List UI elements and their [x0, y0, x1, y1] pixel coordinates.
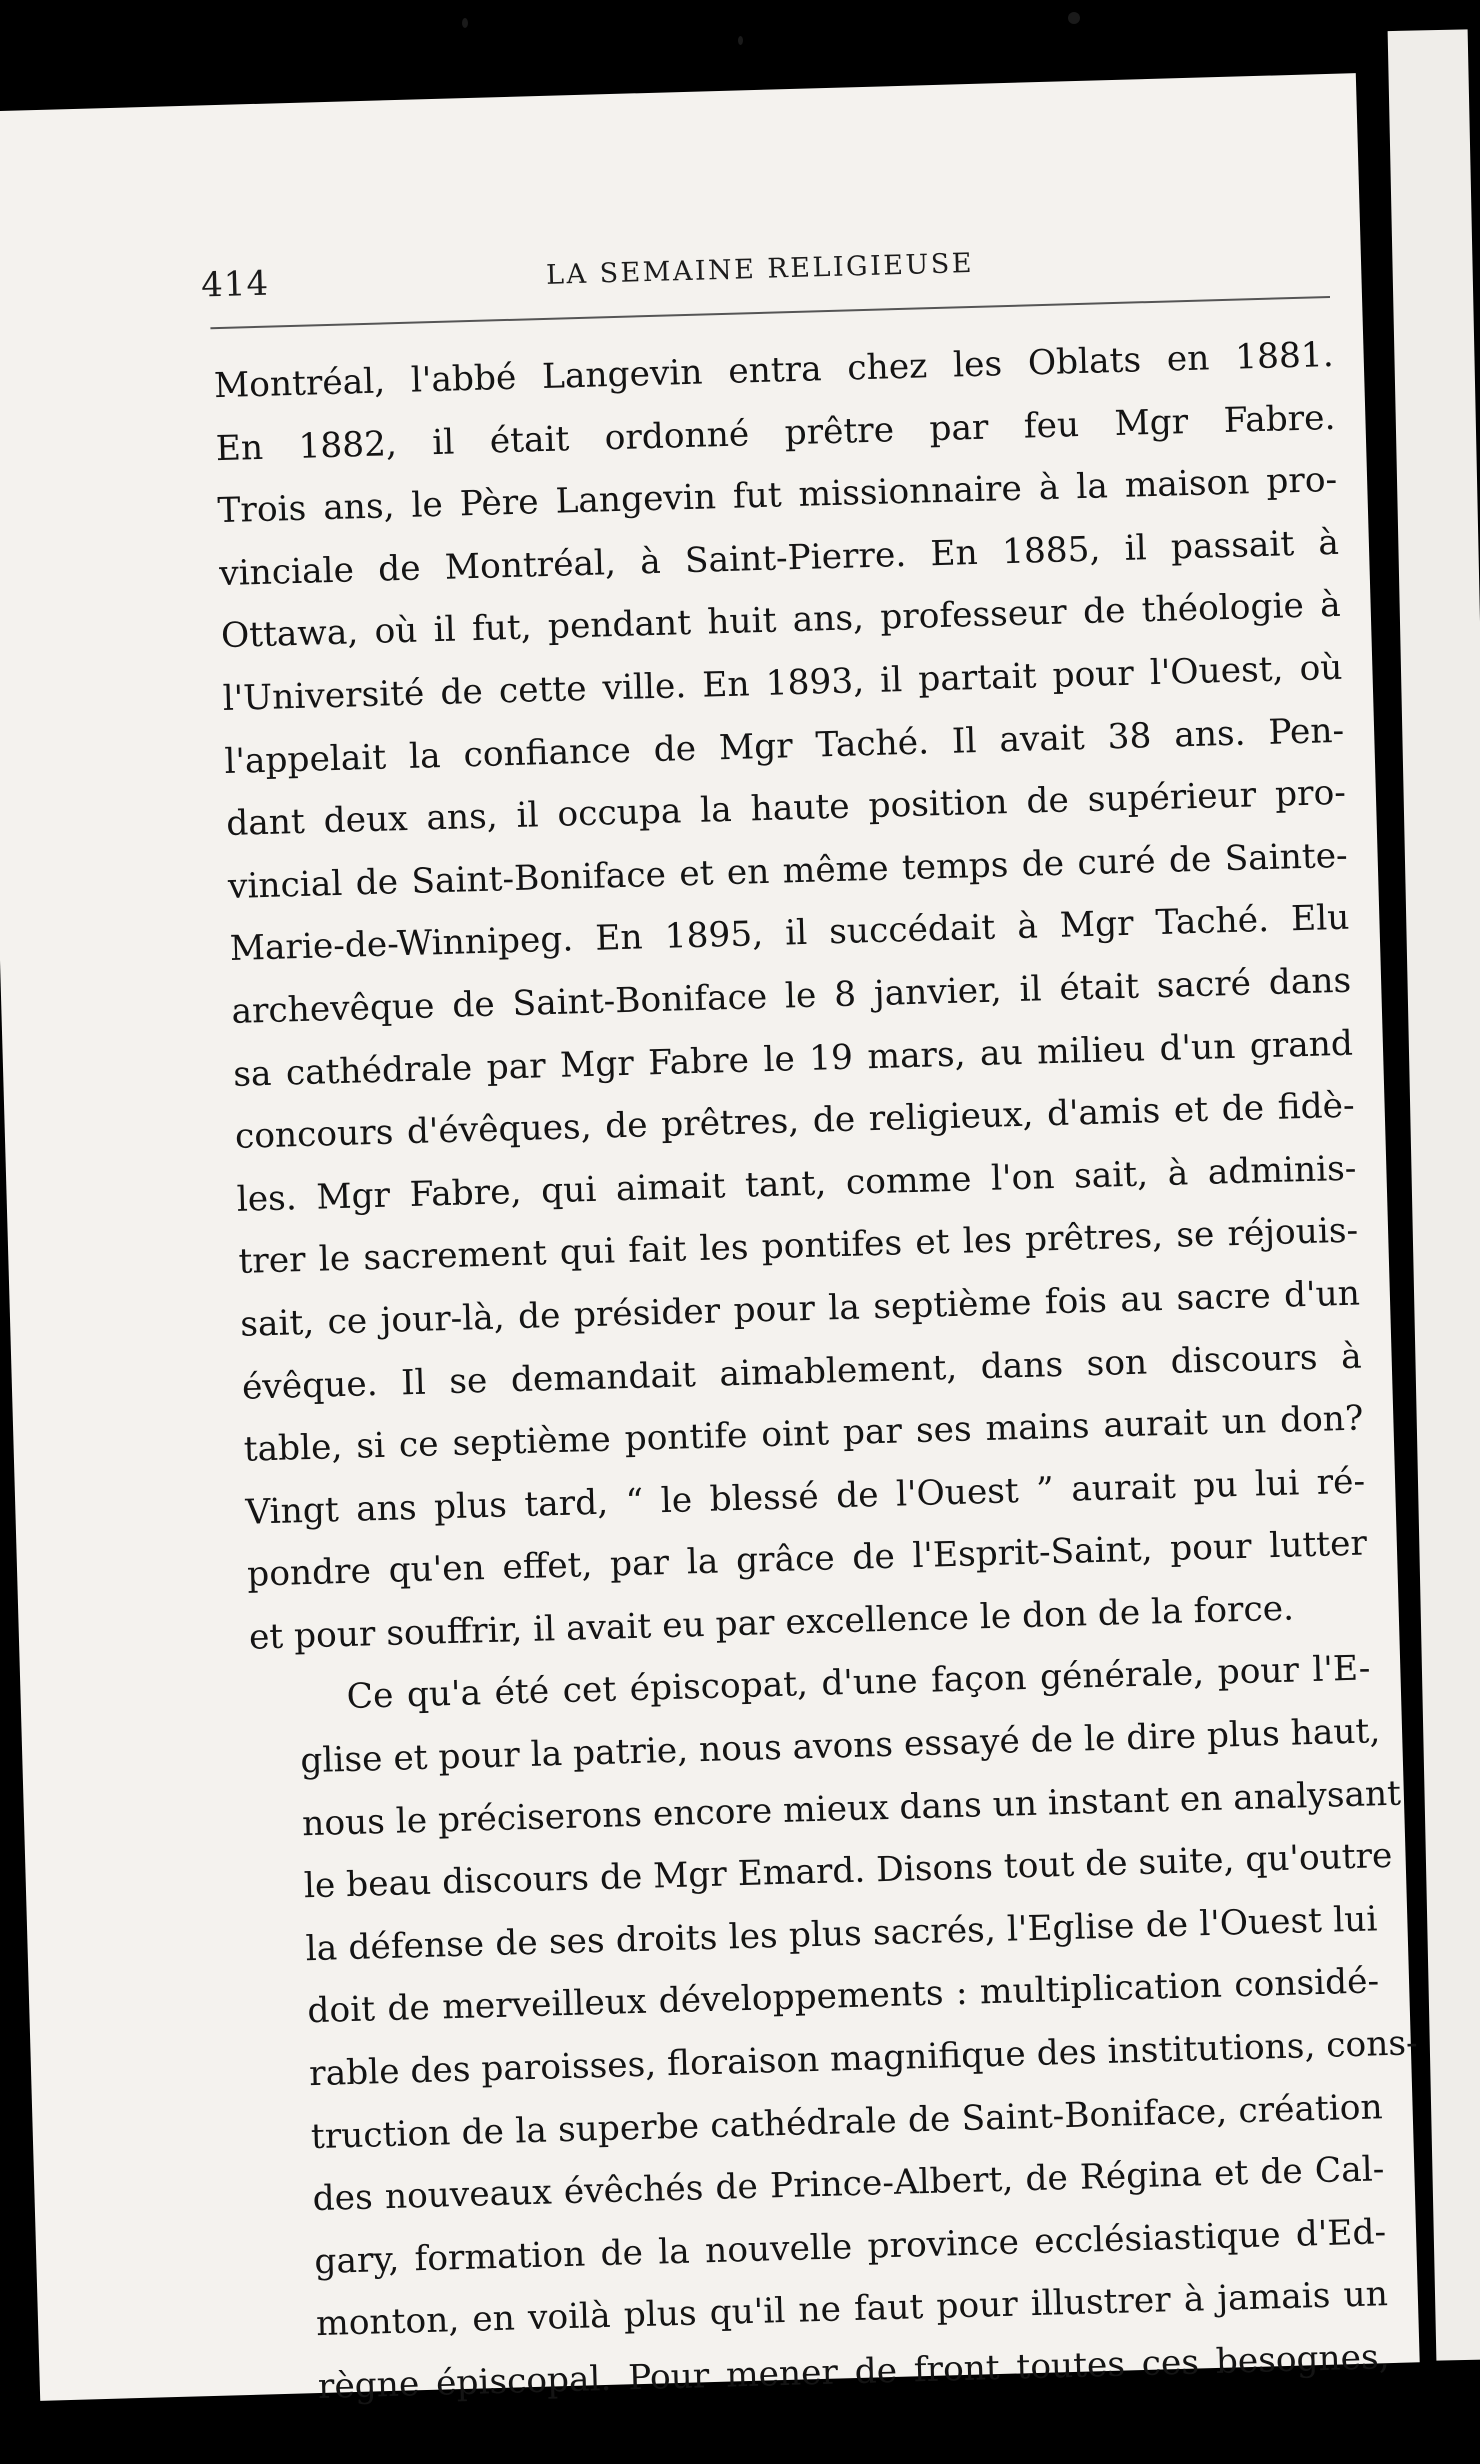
page-header [200, 214, 1332, 326]
text-line: et pour souffrir, il avait eu par excellence le don de la force. [248, 1588, 1295, 1658]
text-line: sa cathédrale par Mgr Fabre le 19 mars, au milieu d'un grand [232, 1023, 1354, 1095]
text-line: En 1882, il était ordonné prêtre par feu Mgr Fabre. [215, 397, 1336, 469]
text-line: vincial de Saint-Boniface et en même temps de curé de Sainte- [227, 835, 1349, 907]
text-line: Trois ans, le Père Langevin fut missionnaire à la maison pro- [216, 460, 1338, 532]
text-line: le beau discours de Mgr Emard. Disons tout de suite, qu'outre [303, 1836, 1393, 1907]
text-line: évêque. Il se demandait aimablement, dans son discours à [241, 1336, 1363, 1408]
text-line: des nouveaux évêchés de Prince-Albert, de Régina et de Cal- [312, 2149, 1385, 2220]
text-line: Vingt ans plus tard, “ le blessé de l'Ouest ” aurait pu lui ré- [244, 1461, 1366, 1533]
text-line: les. Mgr Fabre, qui aimait tant, comme l'on sait, à adminis- [236, 1148, 1357, 1220]
scan-speck [1068, 12, 1080, 24]
text-line: Montréal, l'abbé Langevin entra chez les Oblats en 1881. [213, 334, 1335, 407]
text-line: Ottawa, où il fut, pendant huit ans, professeur de théologie à [220, 585, 1342, 657]
text-line: gary, formation de la nouvelle province ecclésiastique d'Ed- [313, 2211, 1387, 2282]
text-line: l'Université de cette ville. En 1893, il partait pour l'Ouest, où [222, 647, 1343, 720]
scan-speck [738, 36, 743, 45]
text-line: l'appelait la confiance de Mgr Taché. Il avait 38 ans. Pen- [223, 710, 1345, 782]
body-text [213, 324, 1419, 2420]
running-head: LA SEMAINE RELIGIEUSE [545, 247, 975, 291]
text-line: trer le sacrement qui fait les pontifes et les prêtres, se réjouis- [237, 1210, 1359, 1283]
paragraph-1 [213, 324, 1369, 1669]
text-line: truction de la superbe cathédrale de Saint-Boniface, création [310, 2086, 1384, 2157]
text-line: vinciale de Montréal, à Saint-Pierre. En 1885, il passait à [218, 522, 1340, 594]
text-line: table, si ce septième pontife oint par ses mains aurait un don? [243, 1398, 1364, 1470]
text-line: nous le préciserons encore mieux dans un instant en analysant [301, 1773, 1402, 1844]
text-line: dant deux ans, il occupa la haute position de supérieur pro- [225, 772, 1347, 845]
text-line: règne épiscopal. Pour mener de front toutes ces besognes, [317, 2337, 1391, 2408]
page-number: 414 [200, 263, 270, 306]
text-line: archevêque de Saint-Boniface le 8 janvier, il était sacré dans [230, 960, 1352, 1032]
scan-speck [462, 18, 468, 28]
text-line: Ce qu'a été cet épiscopat, d'une façon générale, pour l'E- [346, 1648, 1371, 1718]
paragraph-2 [250, 1638, 1419, 2420]
text-line: sait, ce jour-là, de présider pour la septième fois au sacre d'un [239, 1273, 1361, 1345]
text-line: Marie-de-Winnipeg. En 1895, il succédait à Mgr Taché. Elu [229, 898, 1350, 970]
text-line: rable des paroisses, floraison magnifique des institutions, cons- [308, 2023, 1419, 2095]
text-line: doit de merveilleux développements : multiplication considé- [306, 1961, 1380, 2032]
text-line: la défense de ses droits les plus sacrés, l'Eglise de l'Ouest lui [305, 1899, 1378, 1970]
text-line: concours d'évêques, de prêtres, de religieux, d'amis et de fidè- [234, 1085, 1356, 1158]
text-line: pondre qu'en effet, par la grâce de l'Esprit-Saint, pour lutter [246, 1523, 1368, 1595]
book-page [0, 73, 1420, 2408]
text-line: glise et pour la patrie, nous avons essayé de le dire plus haut, [299, 1711, 1381, 1782]
text-line: monton, en voilà plus qu'il ne faut pour illustrer à jamais un [315, 2274, 1389, 2345]
